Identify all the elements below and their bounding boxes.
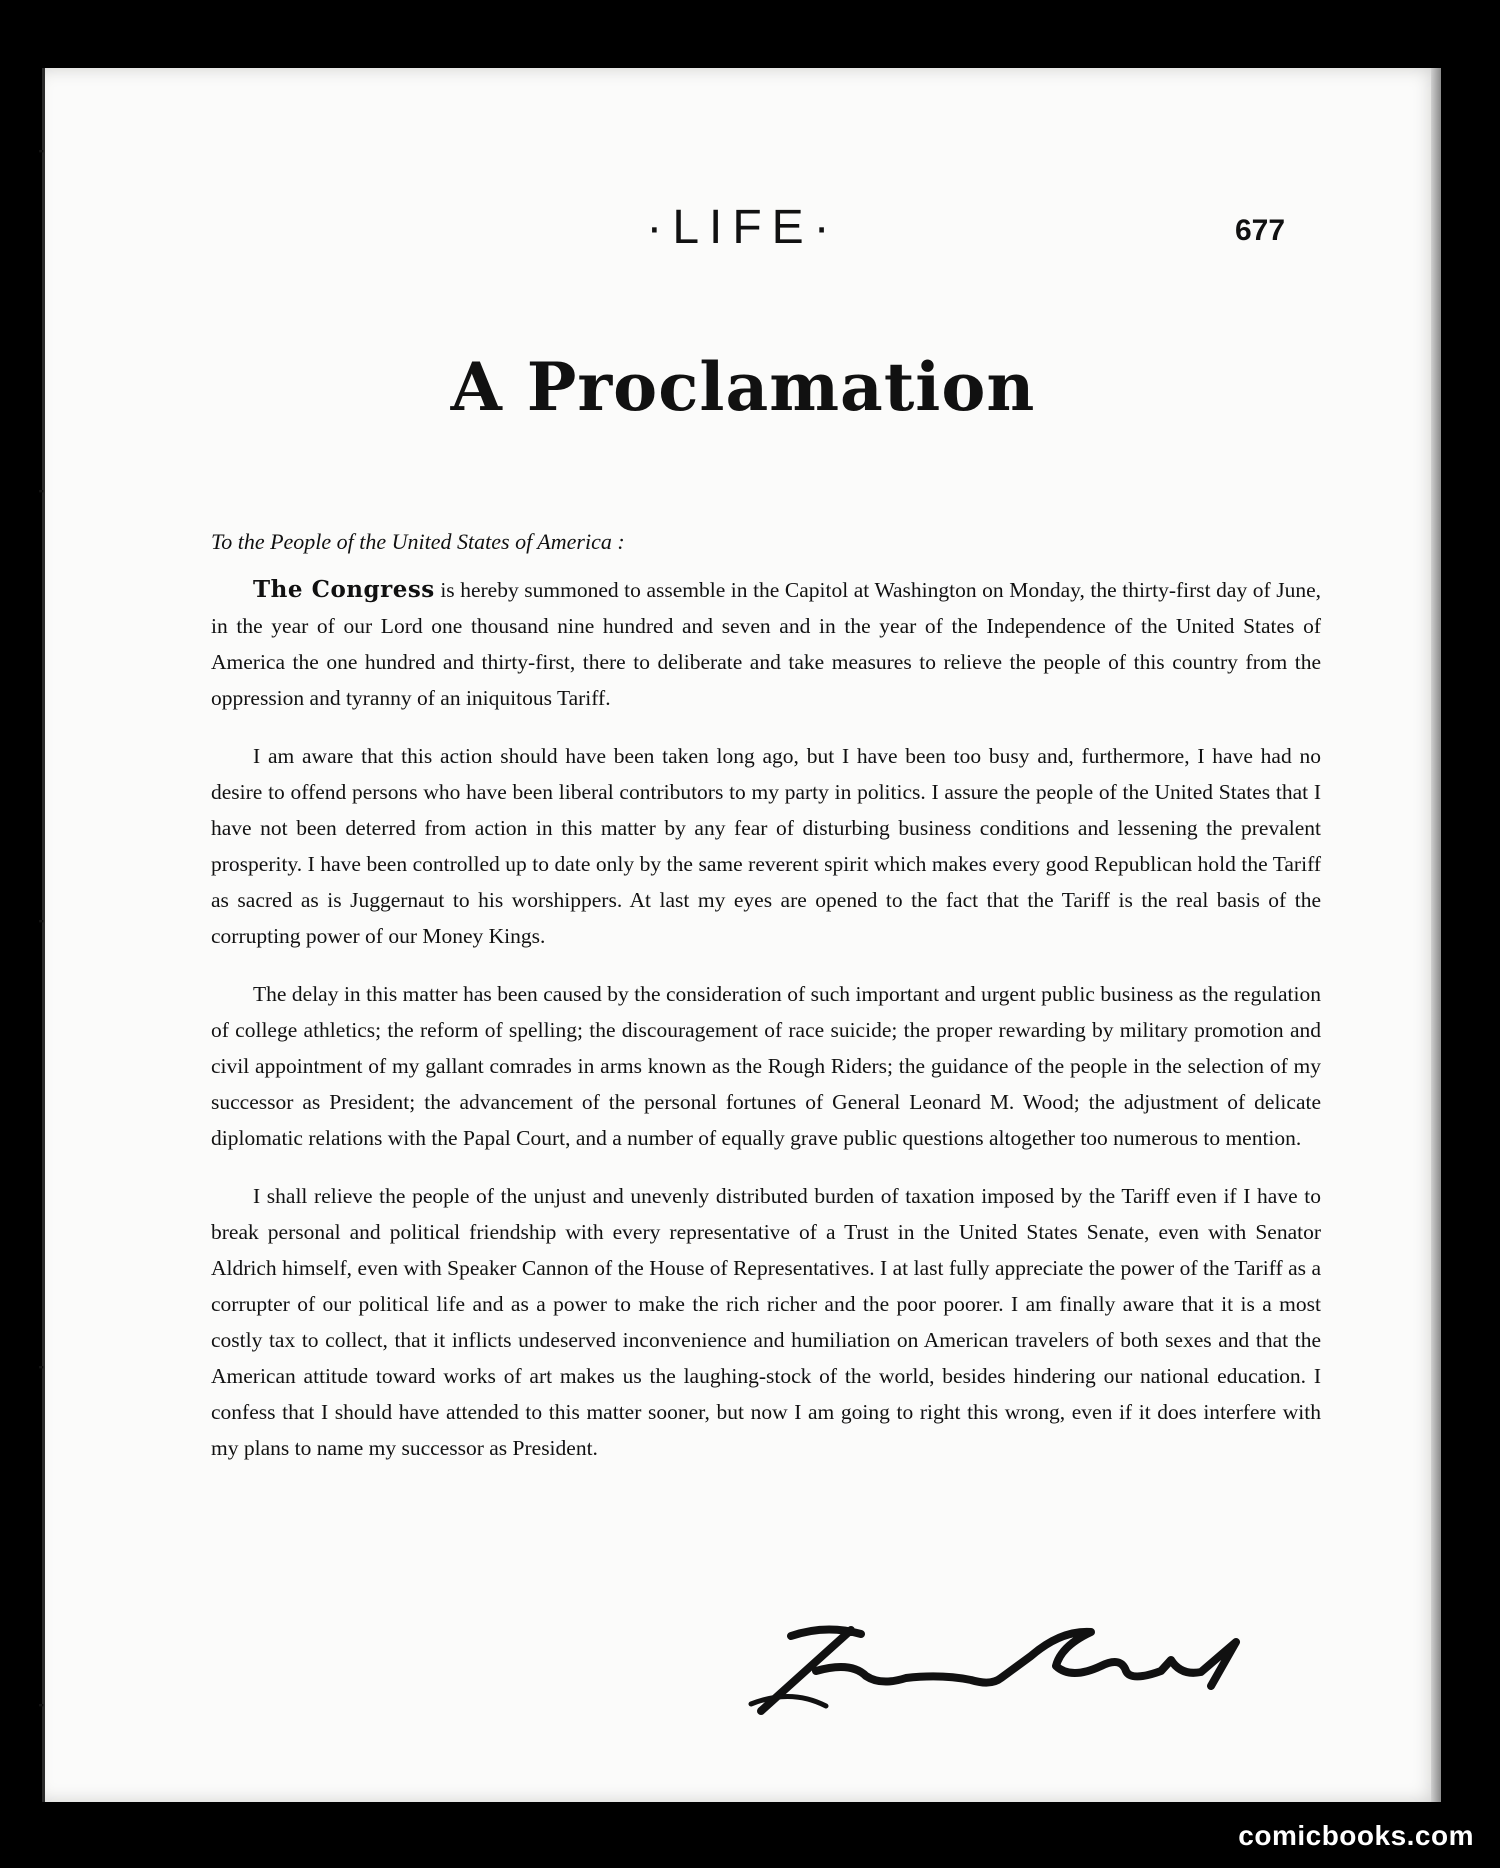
salutation: To the People of the United States of America : xyxy=(211,529,625,554)
paragraph-1 xyxy=(211,572,1321,716)
binding-mark: ╸ xyxy=(39,915,48,930)
binding-mark: ╸ xyxy=(39,1361,48,1376)
paragraph-2: I am aware that this action should have been taken long ago, but I have been too busy and, furthermore, I have had no desire to offend persons who have been liberal contributors to my party in politics. I assure the people of the United States that I have not been deterred from action in this matter by any fear of disturbing business conditions and lessening the prevalent prosperity. I have been controlled up to date only by the same reverent spirit which makes every good Republican hold the Tariff as sacred as is Juggernaut to his worshippers. At last my eyes are opened to the fact that the Tariff is the real basis of the corrupting power of our Money Kings. xyxy=(211,744,1321,948)
paragraph-3: The delay in this matter has been caused by the consideration of such important and urgent public business as the regulation of college athletics; the reform of spelling; the discouragement of race suicide; the proper rewarding by military promotion and civil appointment of my gallant comrades in arms known as the Rough Riders; the guidance of the people in the selection of my successor as President; the advancement of the personal fortunes of General Leonard M. Wood; the adjustment of delicate diplomatic relations with the Papal Court, and a number of equally grave public questions altogether too numerous to mention. xyxy=(211,982,1321,1150)
binding-mark: ╸ xyxy=(39,1699,48,1714)
page-title: A Proclamation xyxy=(450,348,1036,426)
paragraph-lead: The Congress xyxy=(253,576,435,603)
paragraph-4: I shall relieve the people of the unjust and unevenly distributed burden of taxation imposed by the Tariff even if I have to break personal and political friendship with every representative of a Trust in the United States Senate, even with Senator Aldrich himself, even with Speaker Cannon of the House of Representatives. I at last fully appreciate the power of the Tariff as a corrupter of our political life and as a power to make the rich richer and the poor poorer. I am finally aware that it is a most costly tax to collect, that it inflicts undeserved inconvenience and humiliation on American travelers of both sexes and that the American attitude toward works of art makes us the laughing-stock of the world, besides hindering our national education. I confess that I should have attended to this matter sooner, but now I am going to right this wrong, even if it does interfere with my plans to name my successor as President. xyxy=(211,1184,1321,1460)
page-number: 677 xyxy=(1235,214,1286,247)
watermark: comicbooks.com xyxy=(1238,1820,1474,1851)
running-title: ·LIFE· xyxy=(646,201,840,254)
binding-mark: ╸ xyxy=(39,485,48,500)
binding-mark: ╸ xyxy=(39,145,48,160)
paragraph-text: is hereby summoned to assemble in the Capitol at Washington on Monday, the thirty-first day of June, in the year of our Lord one thousand nine hundred and seven and in the year of the Independence of the United States of America the one hundred and thirty-first, there to deliberate and take measures to relieve the people of this country from the oppression and tyranny of an iniquitous Tariff. xyxy=(211,578,1322,710)
proclamation-body xyxy=(211,524,1321,1488)
signature xyxy=(731,1616,1271,1726)
magazine-page xyxy=(39,68,1441,1802)
page-edge-shadow xyxy=(1431,68,1441,1802)
